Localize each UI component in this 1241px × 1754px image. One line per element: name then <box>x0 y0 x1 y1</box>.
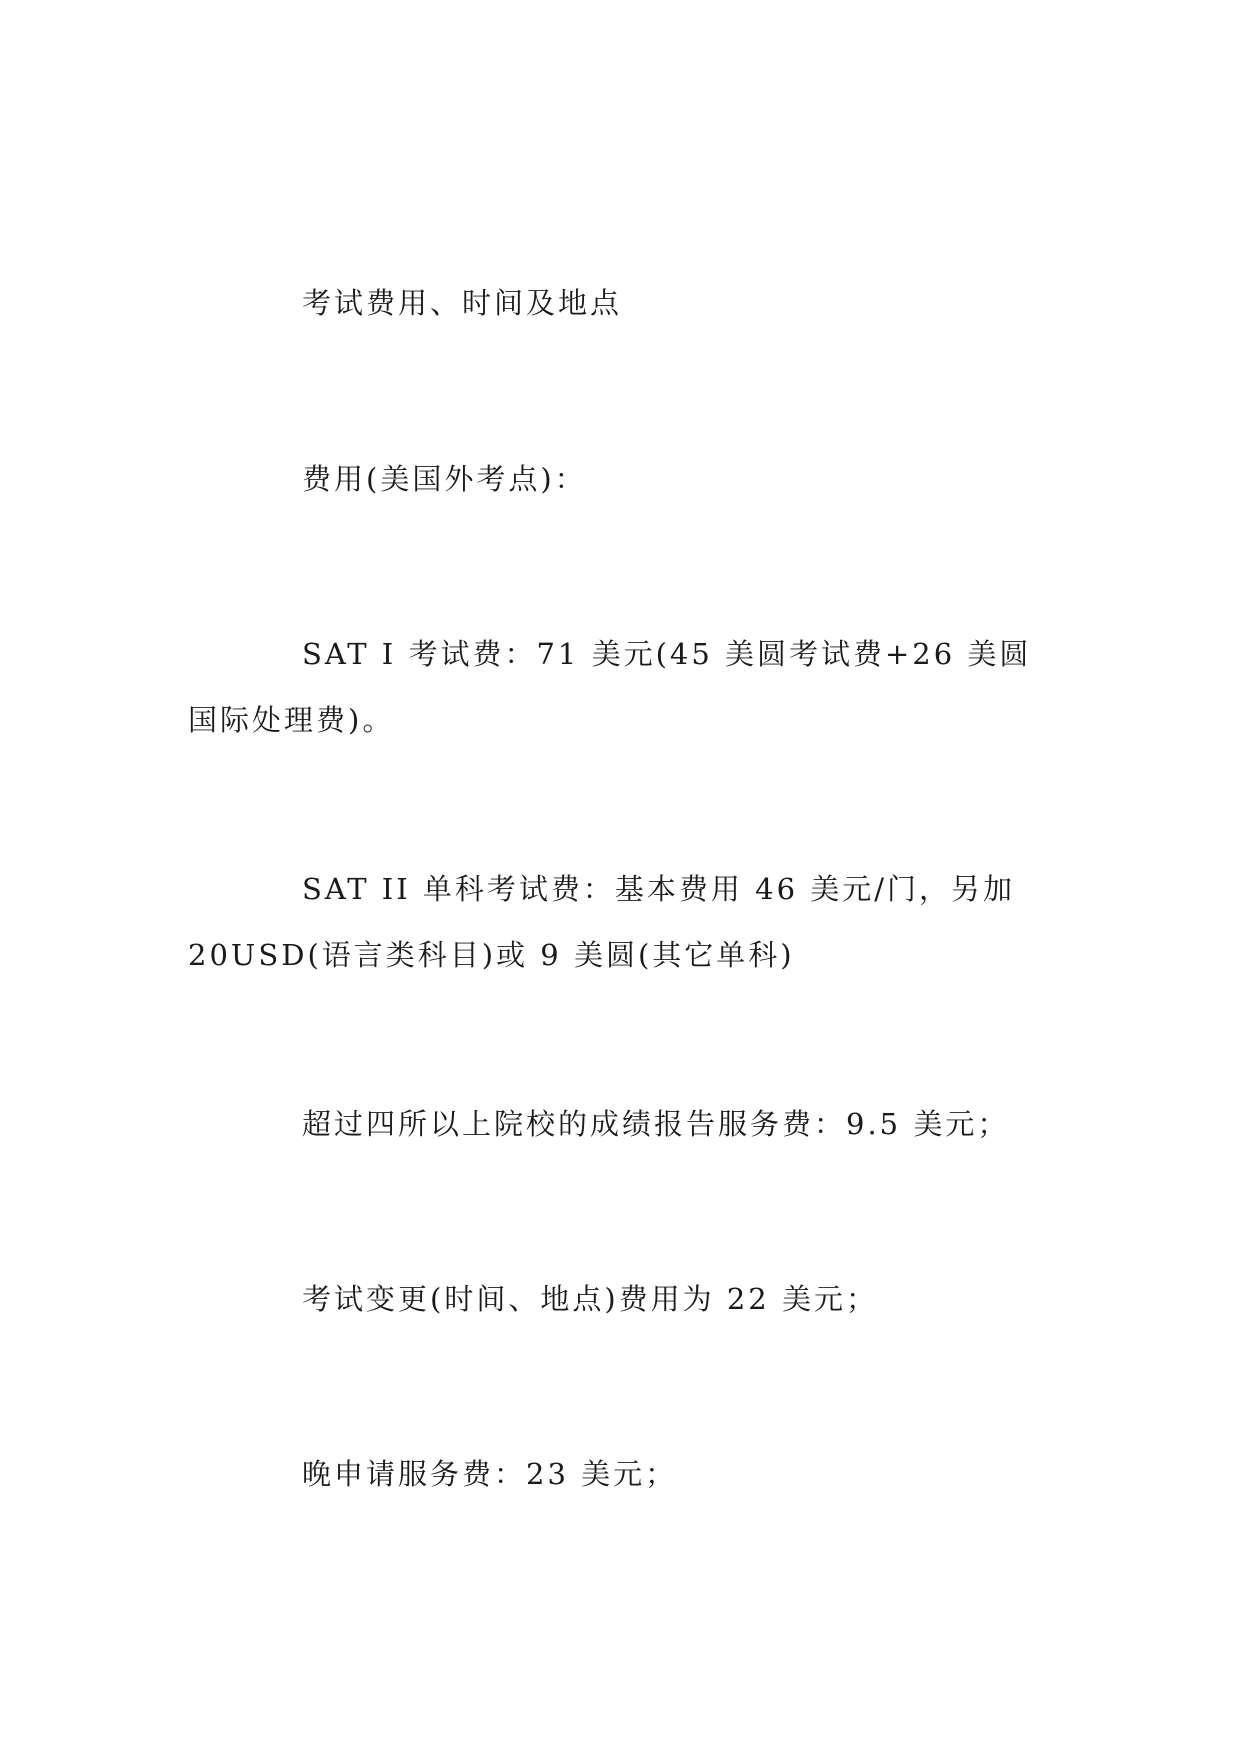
sat2-fee-paragraph: SAT II 单科考试费：基本费用 46 美元/门，另加 20USD(语言类科目)或 9 美圆(其它单科) <box>188 872 1016 972</box>
fees-subheading: 费用(美国外考点)： <box>302 462 587 496</box>
sat1-fee-paragraph: SAT I 考试费：71 美元(45 美圆考试费+26 美圆国际处理费)。 <box>188 637 1032 737</box>
score-report-fee-paragraph: 超过四所以上院校的成绩报告服务费：9.5 美元； <box>302 1107 1010 1141</box>
late-registration-fee-paragraph: 晚申请服务费：23 美元； <box>302 1457 678 1491</box>
change-fee-paragraph: 考试变更(时间、地点)费用为 22 美元； <box>302 1282 878 1316</box>
section-heading: 考试费用、时间及地点 <box>302 286 623 320</box>
